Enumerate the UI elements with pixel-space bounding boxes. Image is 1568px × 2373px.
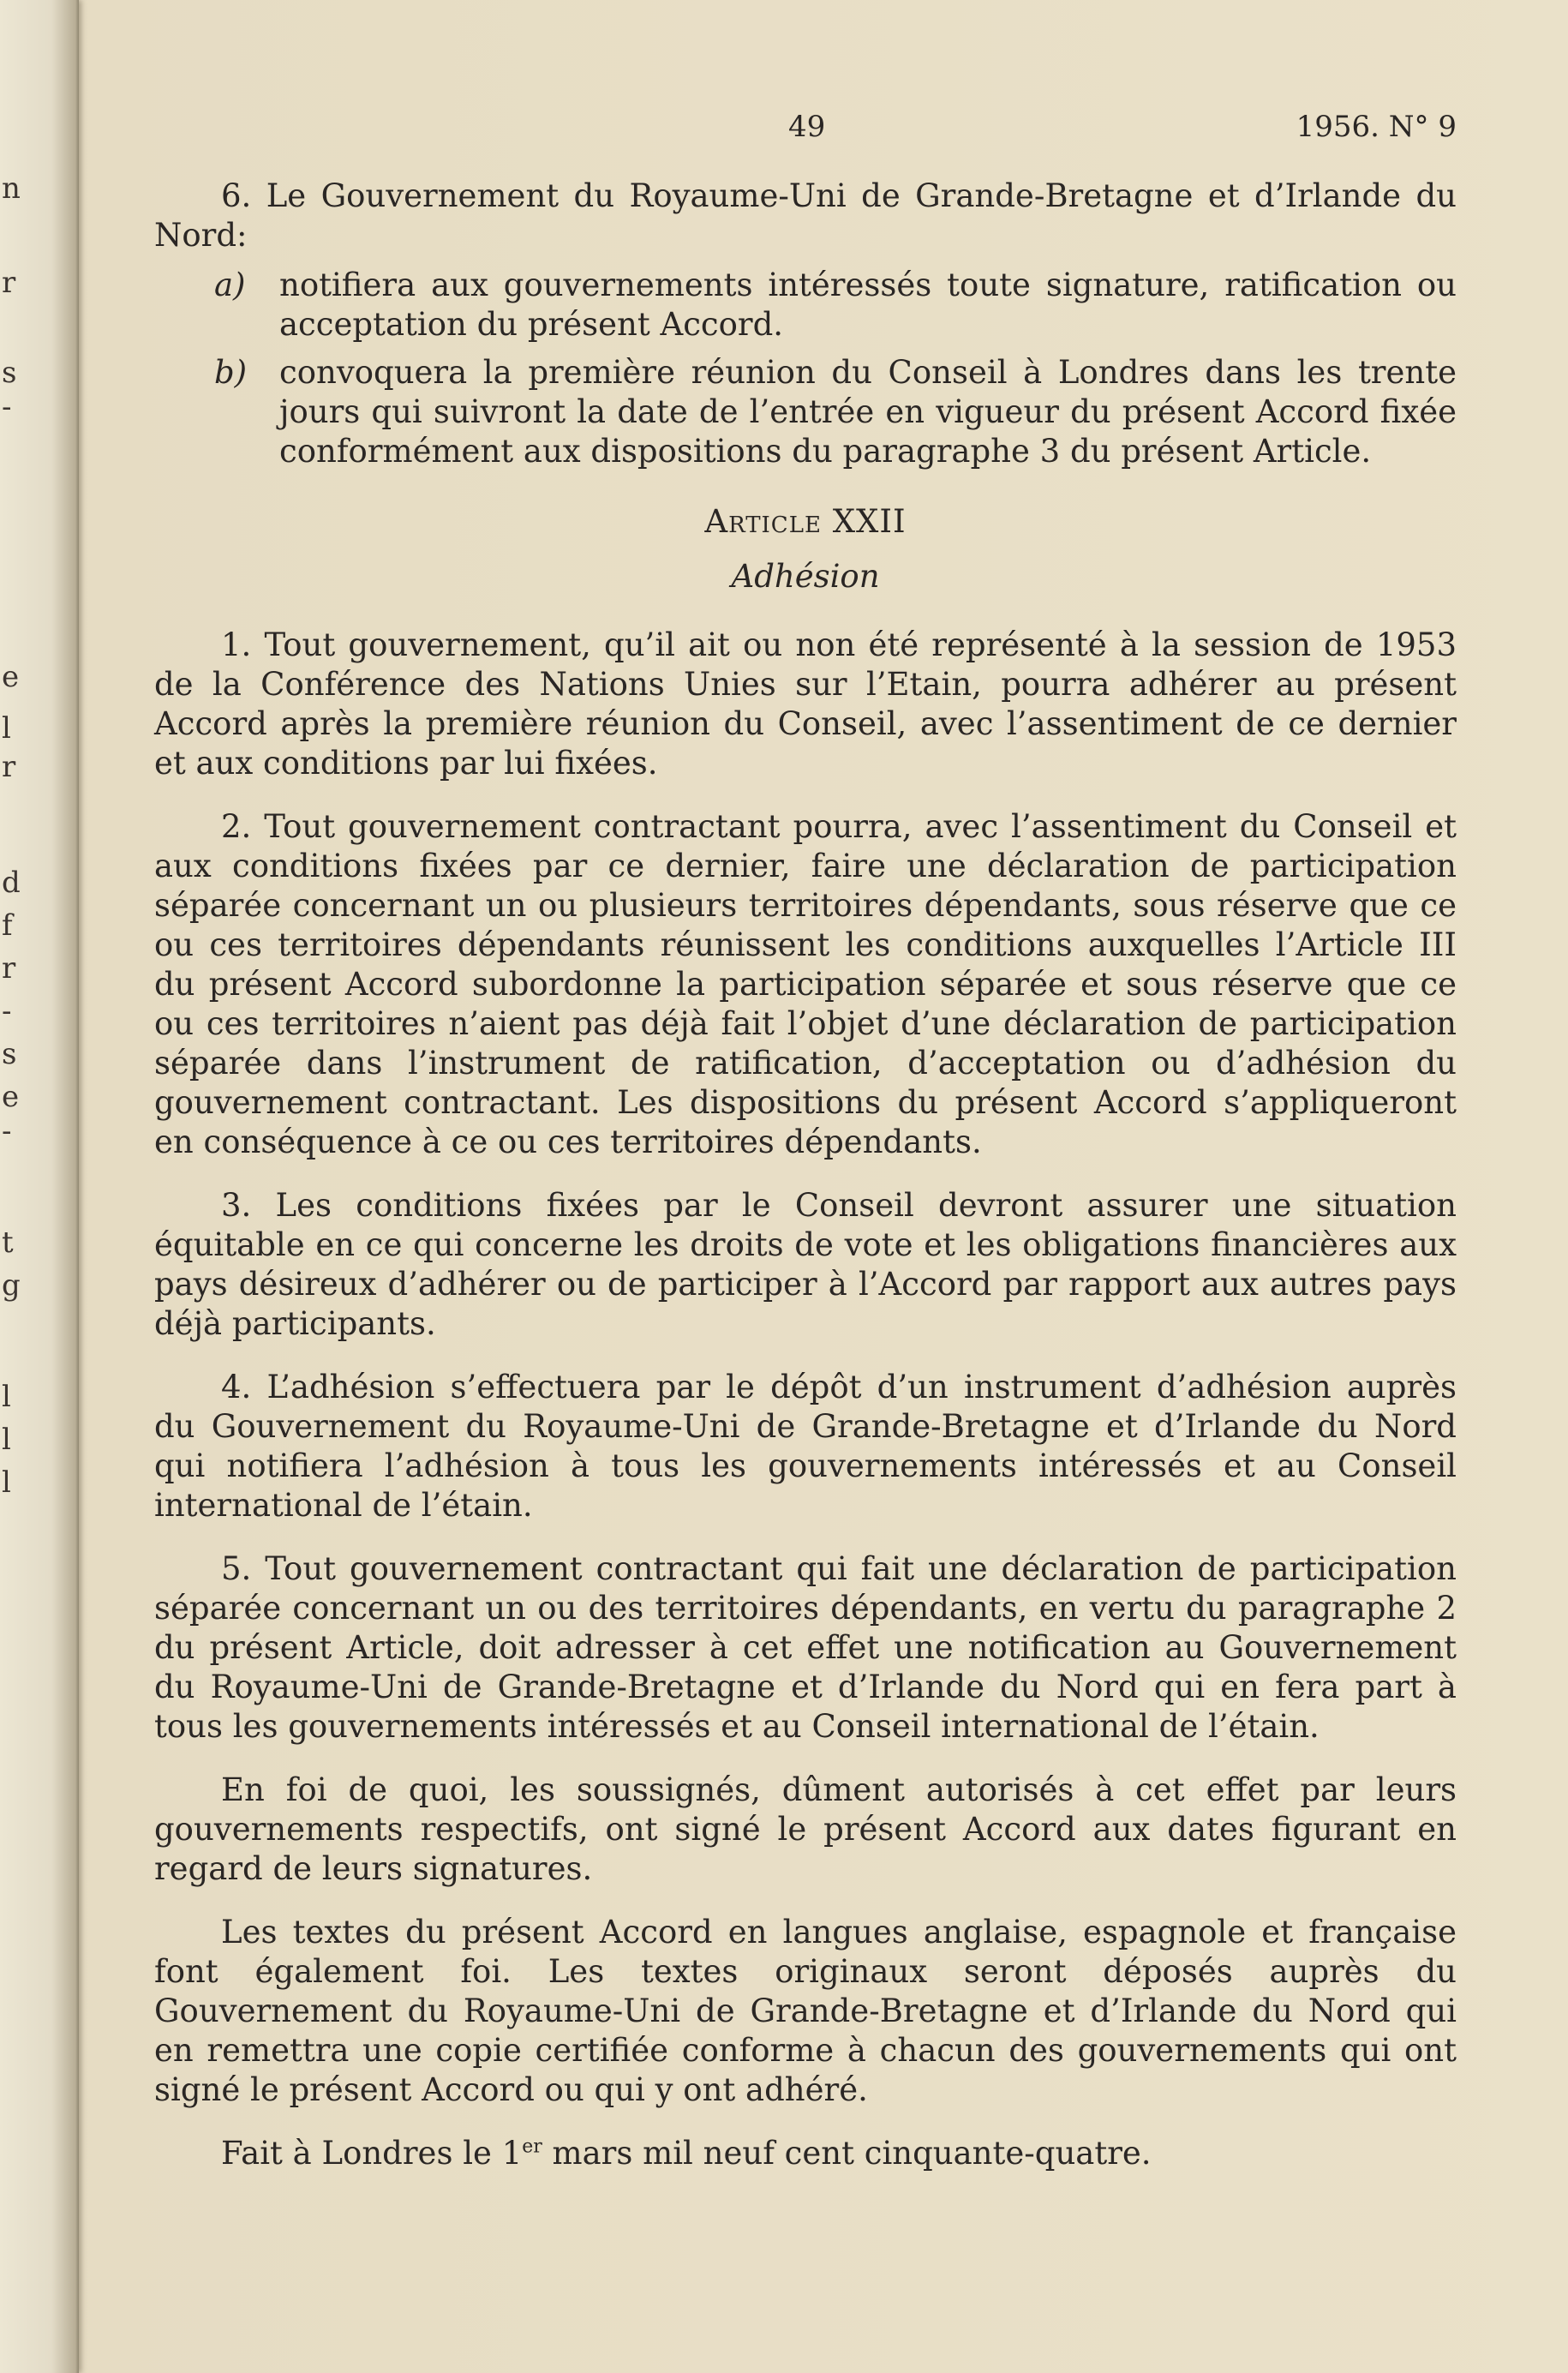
page-number: 49 — [788, 110, 826, 144]
article-title: Article XXII — [704, 503, 907, 540]
margin-glyph: l — [2, 1423, 11, 1457]
margin-glyph: g — [2, 1268, 21, 1303]
margin-glyph: s — [2, 356, 17, 390]
margin-glyph: e — [2, 660, 20, 694]
margin-glyph: l — [2, 711, 11, 746]
done-at-line — [154, 2134, 1457, 2173]
issue-number: 1956. N° 9 — [1296, 110, 1457, 144]
article-subtitle: Adhésion — [731, 558, 880, 595]
done-at-prefix: Fait à Londres le 1 — [221, 2135, 523, 2172]
margin-glyph: s — [2, 1037, 17, 1071]
document-body — [154, 177, 1457, 2197]
margin-glyph: - — [2, 994, 12, 1028]
margin-glyph: t — [2, 1225, 14, 1260]
in-witness-clause: En foi de quoi, les soussignés, dûment autorisés à cet effet par leurs gouvernements respectifs, ont signé le présent Accord aux dates figurant en regard de leurs signatures. — [154, 1771, 1457, 1887]
paragraph: 5. Tout gouvernement contractant qui fait une déclaration de participation séparée concernant un ou des territoires dépendants, en vertu du paragraphe 2 du présent Article, doit adresser à cet effet une notification au Gouvernement du Royaume-Uni de Grande-Bretagne et d’Irlande du Nord qui en fera part à tous les gouvernements intéressés et au Conseil international de l’étain. — [154, 1550, 1457, 1745]
sub-item-letter: b) — [214, 354, 248, 391]
paragraph: 3. Les conditions fixées par le Conseil devront assurer une situation équitable en ce qui concerne les droits de vote et les obligations financières aux pays désireux d’adhérer ou de participer à l’Accord par rapport aux autres pays déjà participants. — [154, 1187, 1457, 1342]
margin-glyph: r — [2, 750, 16, 784]
margin-glyph: r — [2, 951, 16, 986]
margin-glyph: d — [2, 866, 21, 900]
paragraph: 2. Tout gouvernement contractant pourra, avec l’assentiment du Conseil et aux conditions fixées par ce dernier, faire une déclaration de participation séparée concernant un ou plusieurs territoires dépendants, sous réserve que ce ou ces territoires dépendants réunissent les conditions auxquelles l’Article III du présent Accord subordonne la participation séparée et sous réserve que ce ou ces territoires n’aient pas déjà fait l’objet d’une déclaration de participation séparée dans l’instrument de ratification, d’acceptation ou d’adhésion du gouvernement contractant. Les dispositions du présent Accord s’appliqueront en conséquence à ce ou ces territoires dépendants. — [154, 808, 1457, 1160]
margin-glyph: n — [2, 171, 21, 206]
sub-item-text: notifiera aux gouvernements intéressés toute signature, ratification ou acceptation du présent Accord. — [279, 267, 1457, 343]
paragraph-6-intro: 6. Le Gouvernement du Royaume-Uni de Grande-Bretagne et d’Irlande du Nord: — [154, 177, 1457, 254]
sub-item-text: convoquera la première réunion du Conseil à Londres dans les trente jours qui suivront la date de l’entrée en vigueur du présent Accord fixée conformément aux dispositions du paragraphe 3 du présent Article. — [279, 354, 1457, 470]
authentic-texts-clause: Les textes du présent Accord en langues anglaise, espagnole et française font également foi. Les textes originaux seront déposés auprès du Gouvernement du Royaume-Uni de Grande-Bretagne et d’Irlande du Nord qui en remettra une copie certifiée conforme à chacun des gouvernements qui ont signé le présent Accord ou qui y ont adhéré. — [154, 1914, 1457, 2108]
margin-glyph: e — [2, 1080, 20, 1114]
sub-item-letter: a) — [214, 267, 246, 303]
done-at-suffix: mars mil neuf cent cinquante-quatre. — [542, 2135, 1152, 2172]
margin-glyph: l — [2, 1380, 11, 1414]
margin-glyph: r — [2, 266, 16, 300]
margin-glyph: - — [2, 1114, 12, 1148]
sub-item-a — [214, 266, 1457, 345]
paragraph: 4. L’adhésion s’effectuera par le dépôt d’un instrument d’adhésion auprès du Gouvernement du Royaume-Uni de Grande-Bretagne et d’Irlande du Nord qui notifiera l’adhésion à tous les gouvernements intéressés et au Conseil international de l’étain. — [154, 1369, 1457, 1524]
page-header — [189, 110, 1457, 153]
margin-glyph: l — [2, 1465, 11, 1500]
margin-glyph: - — [2, 390, 12, 424]
paragraph: 1. Tout gouvernement, qu’il ait ou non été représenté à la session de 1953 de la Conférence des Nations Unies sur l’Etain, pourra adhérer au présent Accord après la première réunion du Conseil, avec l’assentiment de ce dernier et aux conditions par lui fixées. — [154, 626, 1457, 782]
margin-glyph: f — [2, 908, 13, 943]
book-gutter — [0, 0, 79, 2373]
ordinal-superscript: er — [522, 2136, 542, 2158]
sub-item-b — [214, 353, 1457, 471]
